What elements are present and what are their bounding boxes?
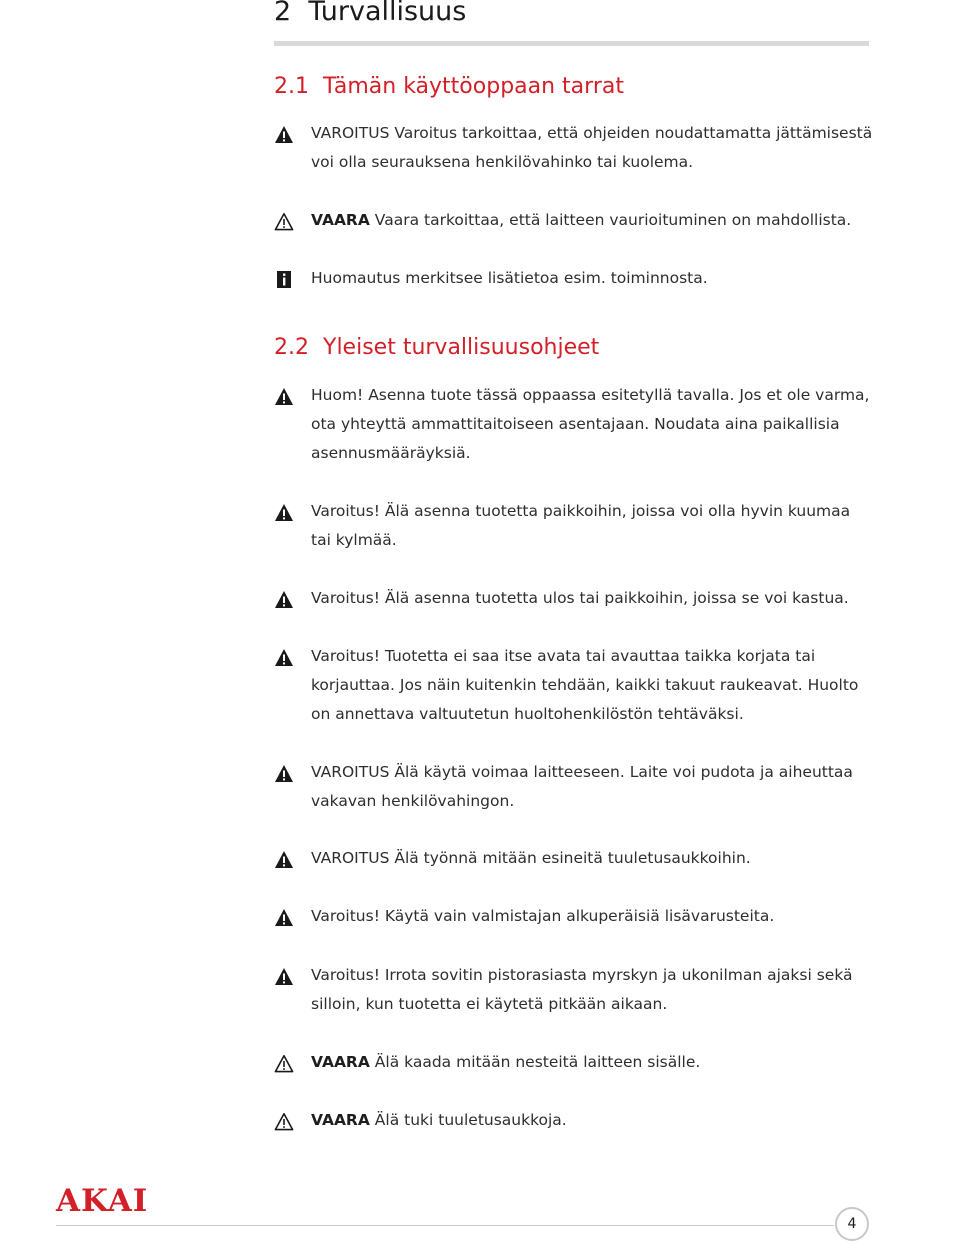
page-title xyxy=(274,0,466,27)
warning-filled-icon xyxy=(274,648,294,667)
chapter-number: 2 xyxy=(274,0,292,27)
notice-text: VAROITUS Varoitus tarkoittaa, että ohjeiden noudattamatta jättämisestä voi olla seurauksena henkilövahinko tai kuolema. xyxy=(311,124,873,171)
info-icon xyxy=(274,270,294,289)
caution-outline-icon xyxy=(274,212,294,231)
warning-filled-icon xyxy=(274,590,294,609)
warning-filled-icon xyxy=(274,387,294,406)
section-heading-labels xyxy=(274,74,624,99)
instruction-text: VAARA Älä kaada mitään nesteitä laitteen sisälle. xyxy=(311,1053,701,1071)
warning-filled-icon xyxy=(274,125,294,144)
instruction-text: VAROITUS Älä työnnä mitään esineitä tuuletusaukkoihin. xyxy=(311,849,751,867)
warning-filled-icon xyxy=(274,850,294,869)
instruction-text: Varoitus! Tuotetta ei saa itse avata tai avauttaa taikka korjata tai korjauttaa. Jos näin kuitenkin tehdään, kaikki takuut raukeavat. Huolto on annettava valtuutetun huoltohenkilöstön tehtäväksi. xyxy=(311,647,859,723)
instruction-text: Varoitus! Älä asenna tuotetta ulos tai paikkoihin, joissa se voi kastua. xyxy=(311,589,849,607)
section-number: 2.2 xyxy=(274,335,309,360)
caution-outline-icon xyxy=(274,1054,294,1073)
warning-filled-icon xyxy=(274,908,294,927)
instruction-text: Varoitus! Käytä vain valmistajan alkuperäisiä lisävarusteita. xyxy=(311,907,775,925)
footer-rule xyxy=(56,1225,834,1226)
caution-outline-icon xyxy=(274,1112,294,1131)
section-title: Yleiset turvallisuusohjeet xyxy=(323,335,600,360)
title-rule xyxy=(274,41,869,46)
warning-filled-icon xyxy=(274,967,294,986)
notice-text: VAARA Vaara tarkoittaa, että laitteen vaurioituminen on mahdollista. xyxy=(311,211,852,229)
instruction-text: VAROITUS Älä käytä voimaa laitteeseen. Laite voi pudota ja aiheuttaa vakavan henkilövahingon. xyxy=(311,763,853,810)
akai-logo: AKAI xyxy=(56,1183,149,1219)
section-heading-general xyxy=(274,335,599,360)
notice-text: Huomautus merkitsee lisätietoa esim. toiminnosta. xyxy=(311,269,708,287)
warning-filled-icon xyxy=(274,503,294,522)
instruction-text: Varoitus! Irrota sovitin pistorasiasta myrskyn ja ukonilman ajaksi sekä silloin, kun tuotetta ei käytetä pitkään aikaan. xyxy=(311,966,853,1013)
instruction-text: Huom! Asenna tuote tässä oppaassa esitetyllä tavalla. Jos et ole varma, ota yhteyttä ammattitaitoiseen asentajaan. Noudata aina paikallisia asennusmääräyksiä. xyxy=(311,386,870,462)
section-title: Tämän käyttöoppaan tarrat xyxy=(323,74,624,99)
chapter-title: Turvallisuus xyxy=(308,0,467,27)
page-number-badge: 4 xyxy=(835,1207,869,1241)
instruction-text: VAARA Älä tuki tuuletusaukkoja. xyxy=(311,1111,567,1129)
instruction-text: Varoitus! Älä asenna tuotetta paikkoihin, joissa voi olla hyvin kuumaa tai kylmää. xyxy=(311,502,851,549)
section-number: 2.1 xyxy=(274,74,309,99)
warning-filled-icon xyxy=(274,764,294,783)
